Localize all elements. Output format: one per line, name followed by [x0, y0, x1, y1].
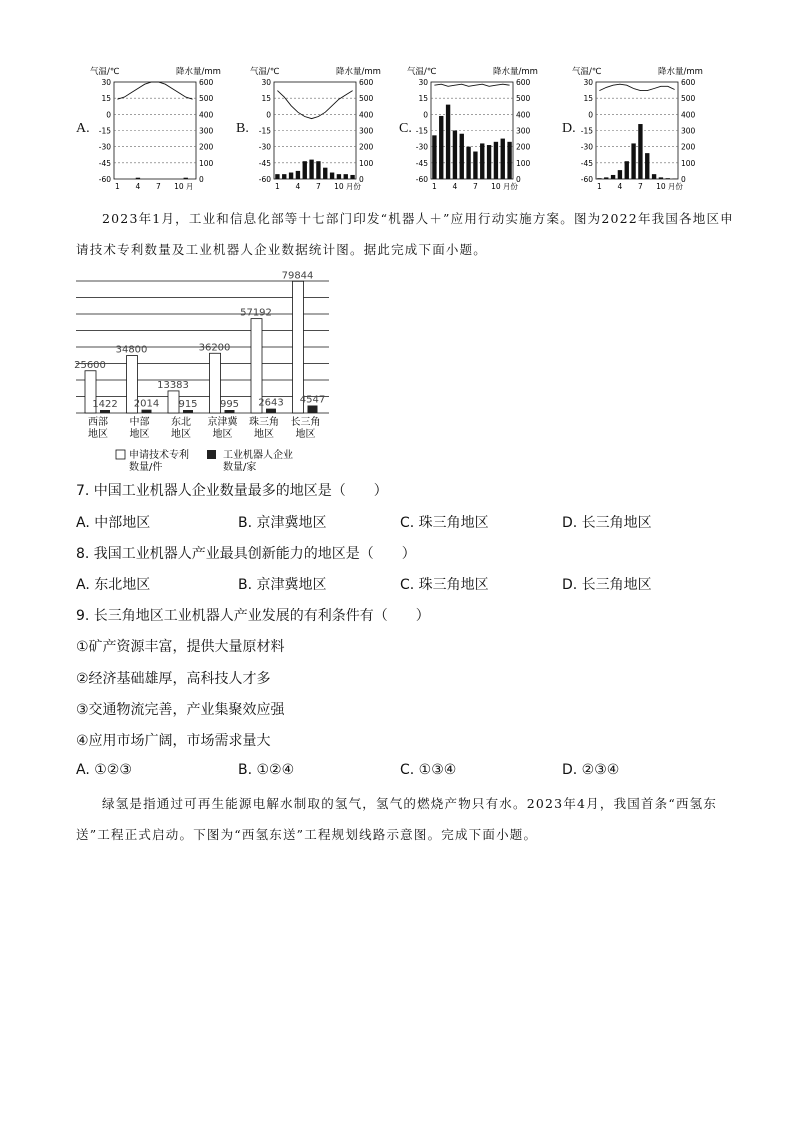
precip-tick-label: 500 — [199, 94, 214, 104]
company-value-label: 2014 — [133, 398, 160, 410]
precip-bar — [275, 174, 279, 179]
precip-tick-label: 600 — [516, 78, 531, 87]
temp-tick-label: -30 — [580, 142, 593, 152]
intro-paragraph: 2023年1月，工业和信息化部等十七部门印发“机器人＋”应用行动实施方案。图为2022年我国各地区申请技术专利数量及工业机器人企业数据统计图。据此完成下面小题。 — [76, 211, 734, 257]
precip-bar — [645, 153, 649, 179]
temp-tick-label: 0 — [266, 110, 271, 120]
q7-option-c[interactable]: C. 珠三角地区 — [400, 515, 489, 531]
temp-axis-label: 气温/℃ — [250, 67, 280, 77]
precip-bar — [439, 116, 443, 179]
precip-bar — [501, 139, 505, 179]
precip-tick-label: 0 — [359, 175, 364, 184]
temp-axis-label: 气温/℃ — [407, 67, 437, 77]
precip-bar — [282, 174, 286, 179]
precip-tick-label: 0 — [681, 175, 686, 184]
q9-statement-2: ②经济基础雄厚，高科技人才多 — [76, 671, 271, 687]
precip-bar — [480, 143, 484, 179]
temp-axis-label: 气温/℃ — [572, 67, 602, 77]
temp-tick-label: 15 — [101, 94, 111, 104]
q9-statement-1: ①矿产资源丰富，提供大量原材料 — [76, 639, 285, 655]
company-bar — [225, 410, 235, 413]
option-letter-d: D. — [562, 121, 576, 136]
patent-bar — [168, 391, 179, 413]
precip-bar — [460, 134, 464, 179]
option-letter-a: A. — [76, 121, 90, 136]
q7-option-b[interactable]: B. 京津冀地区 — [238, 515, 327, 531]
precip-tick-label: 300 — [199, 126, 214, 136]
climate-chart-a — [88, 62, 238, 197]
precip-bar — [323, 168, 327, 179]
precip-tick-label: 500 — [359, 94, 374, 104]
month-tick-label: 1 — [597, 182, 602, 191]
q9-option-b[interactable]: B. ①②④ — [238, 762, 295, 778]
temp-tick-label: 30 — [583, 78, 593, 87]
q8-option-d[interactable]: D. 长三角地区 — [562, 577, 652, 593]
q9-statement-4: ④应用市场广阔，市场需求量大 — [76, 733, 271, 749]
temperature-line — [434, 84, 509, 86]
patent-value-label: 34800 — [115, 344, 148, 356]
category-label: 地区 — [212, 429, 233, 440]
month-tick-label: 4 — [295, 182, 301, 191]
temp-tick-label: -15 — [580, 126, 593, 136]
precip-bar — [330, 173, 334, 179]
category-label: 西部 — [88, 417, 108, 428]
precip-bar — [296, 171, 300, 179]
q9-option-d[interactable]: D. ②③④ — [562, 762, 620, 778]
patent-value-label: 13383 — [157, 379, 189, 391]
temp-tick-label: -45 — [415, 158, 428, 168]
precip-bar — [316, 161, 320, 179]
precip-tick-label: 200 — [199, 142, 214, 152]
temperature-line — [117, 82, 192, 99]
legend-label-companies: 工业机器人企业 — [223, 450, 293, 461]
temperature-line — [599, 84, 674, 90]
temp-tick-label: -60 — [258, 175, 271, 184]
q8-option-c[interactable]: C. 珠三角地区 — [400, 577, 489, 593]
precip-tick-label: 600 — [199, 78, 214, 87]
temp-tick-label: -30 — [258, 142, 271, 152]
precip-bar — [494, 142, 498, 179]
precip-bar — [597, 178, 601, 179]
category-label: 地区 — [88, 429, 108, 440]
patent-value-label: 36200 — [198, 342, 231, 354]
company-bar — [308, 405, 318, 413]
q7-option-a[interactable]: A. 中部地区 — [76, 515, 151, 531]
temp-tick-label: -30 — [98, 142, 111, 152]
q7-option-d[interactable]: D. 长三角地区 — [562, 515, 652, 531]
month-tick-label: 1 — [115, 182, 120, 191]
month-tick-label: 1 — [432, 182, 437, 191]
precip-bar — [659, 177, 663, 179]
question-8-stem: 8. 我国工业机器人产业最具创新能力的地区是（ ） — [76, 546, 416, 562]
legend-swatch-patents — [116, 450, 125, 459]
precip-bar — [666, 178, 670, 179]
precip-bar — [611, 175, 615, 179]
precip-tick-label: 200 — [516, 142, 531, 152]
company-bar — [183, 410, 193, 413]
precip-tick-label: 200 — [681, 142, 696, 152]
temp-tick-label: 0 — [423, 110, 428, 120]
precip-axis-label: 降水量/mm — [336, 67, 381, 77]
precip-tick-label: 400 — [681, 110, 696, 120]
legend-label-patents: 数量/件 — [129, 462, 163, 473]
precip-bar — [604, 177, 608, 179]
precip-bar — [453, 131, 457, 180]
q9-option-a[interactable]: A. ①②③ — [76, 762, 132, 778]
precip-bar — [337, 174, 341, 179]
month-tick-label: 10 — [491, 182, 501, 191]
company-value-label: 2643 — [258, 397, 284, 409]
precip-tick-label: 100 — [359, 158, 374, 168]
month-tick-label: 7 — [156, 182, 161, 191]
company-value-label: 995 — [219, 399, 240, 410]
temp-tick-label: 15 — [583, 94, 593, 104]
temp-tick-label: 15 — [261, 94, 271, 104]
patent-bar — [293, 281, 304, 413]
month-tick-label: 10 — [656, 182, 666, 191]
company-value-label: 4547 — [299, 394, 326, 406]
option-letter-b: B. — [236, 121, 249, 136]
company-bar — [142, 410, 152, 413]
month-tick-label: 4 — [452, 182, 458, 191]
category-label: 京津冀 — [207, 417, 238, 428]
precip-tick-label: 600 — [681, 78, 696, 87]
category-label: 长三角 — [290, 417, 321, 428]
precip-bar — [638, 124, 642, 179]
precip-bar — [487, 145, 491, 179]
category-label: 地区 — [171, 429, 191, 440]
precip-bar — [309, 160, 313, 179]
precip-tick-label: 100 — [516, 158, 531, 168]
temp-tick-label: 15 — [418, 94, 428, 104]
precip-bar — [625, 161, 629, 179]
legend-swatch-companies — [207, 450, 216, 459]
patent-value-label: 79844 — [281, 270, 314, 282]
company-bar — [100, 410, 110, 413]
precip-bar — [446, 105, 450, 179]
outro-paragraph: 绿氢是指通过可再生能源电解水制取的氢气，氢气的燃烧产物只有水。2023年4月，我国首条“西氢东送”工程正式启动。下图为“西氢东送”工程规划线路示意图。完成下面小题。 — [76, 796, 718, 842]
month-tick-label: 10 — [334, 182, 344, 191]
precip-bar — [136, 178, 140, 179]
precip-bar — [350, 175, 354, 179]
temp-tick-label: -15 — [415, 126, 428, 136]
climate-chart-b — [248, 62, 398, 197]
month-tick-label: 7 — [316, 182, 321, 191]
precip-bar — [618, 170, 622, 179]
question-9-stem: 9. 长三角地区工业机器人产业发展的有利条件有（ ） — [76, 608, 430, 624]
category-label: 东北 — [171, 417, 191, 428]
precip-bar — [432, 135, 436, 179]
category-label: 中部 — [129, 417, 150, 428]
category-label: 珠三角 — [249, 417, 279, 428]
precip-tick-label: 300 — [516, 126, 531, 136]
company-value-label: 1422 — [92, 399, 118, 410]
precip-bar — [303, 161, 307, 179]
precip-tick-label: 300 — [681, 126, 696, 136]
temp-tick-label: -60 — [415, 175, 428, 184]
q8-option-b[interactable]: B. 京津冀地区 — [238, 577, 327, 593]
precip-axis-label: 降水量/mm — [493, 67, 538, 77]
precip-bar — [507, 142, 511, 179]
company-value-label: 915 — [178, 399, 198, 410]
temp-tick-label: -30 — [415, 142, 428, 152]
precip-bar — [631, 143, 635, 179]
legend-label-patents: 申请技术专利 — [129, 450, 189, 461]
patent-value-label: 25600 — [74, 359, 106, 371]
temp-axis-label: 气温/℃ — [90, 67, 120, 77]
temp-tick-label: -15 — [98, 126, 111, 136]
patent-value-label: 57192 — [240, 307, 272, 319]
month-tick-label: 4 — [135, 182, 141, 191]
q8-option-a[interactable]: A. 东北地区 — [76, 577, 151, 593]
temp-tick-label: 0 — [106, 110, 111, 120]
category-label: 地区 — [254, 429, 274, 440]
precip-tick-label: 400 — [516, 110, 531, 120]
company-bar — [266, 409, 276, 413]
temp-tick-label: -45 — [98, 158, 111, 168]
temp-tick-label: 0 — [588, 110, 593, 120]
precip-tick-label: 400 — [359, 110, 374, 120]
category-label: 地区 — [295, 429, 316, 440]
precip-tick-label: 500 — [681, 94, 696, 104]
precip-tick-label: 0 — [199, 175, 204, 184]
temp-tick-label: 30 — [101, 78, 111, 87]
precip-tick-label: 100 — [681, 158, 696, 168]
patent-bar — [210, 353, 221, 413]
q9-statement-3: ③交通物流完善，产业集聚效应强 — [76, 702, 285, 718]
precip-bar — [466, 147, 470, 179]
temp-tick-label: 30 — [418, 78, 428, 87]
month-tick-label: 7 — [638, 182, 643, 191]
temp-tick-label: -45 — [580, 158, 593, 168]
month-suffix: 月份 — [667, 182, 683, 191]
temp-tick-label: -45 — [258, 158, 271, 168]
precip-tick-label: 300 — [359, 126, 374, 136]
precip-bar — [289, 173, 293, 179]
precip-tick-label: 0 — [516, 175, 521, 184]
precip-tick-label: 200 — [359, 142, 374, 152]
legend-label-companies: 数量/家 — [223, 462, 257, 473]
temp-tick-label: -15 — [258, 126, 271, 136]
month-suffix: 月份 — [345, 182, 361, 191]
temp-tick-label: -60 — [98, 175, 111, 184]
precip-axis-label: 降水量/mm — [176, 67, 221, 77]
precip-bar — [473, 152, 477, 179]
precip-axis-label: 降水量/mm — [658, 67, 703, 77]
precip-tick-label: 400 — [199, 110, 214, 120]
precip-tick-label: 100 — [199, 158, 214, 168]
option-letter-c: C. — [399, 121, 412, 136]
month-tick-label: 10 — [174, 182, 184, 191]
category-label: 地区 — [129, 429, 150, 440]
climate-chart-d — [570, 62, 720, 197]
precip-bar — [652, 174, 656, 179]
temp-tick-label: -60 — [580, 175, 593, 184]
month-suffix: 月 — [185, 182, 194, 191]
precip-tick-label: 500 — [516, 94, 531, 104]
temp-tick-label: 30 — [261, 78, 271, 87]
climate-chart-c — [405, 62, 555, 197]
precip-bar — [344, 174, 348, 179]
month-tick-label: 4 — [617, 182, 623, 191]
month-suffix: 月份 — [502, 182, 518, 191]
patent-robot-bar-chart — [74, 268, 344, 478]
q9-option-c[interactable]: C. ①③④ — [400, 762, 457, 778]
month-tick-label: 7 — [473, 182, 478, 191]
month-tick-label: 1 — [275, 182, 280, 191]
question-7-stem: 7. 中国工业机器人企业数量最多的地区是（ ） — [76, 483, 388, 499]
precip-tick-label: 600 — [359, 78, 374, 87]
precip-bar — [184, 178, 188, 179]
